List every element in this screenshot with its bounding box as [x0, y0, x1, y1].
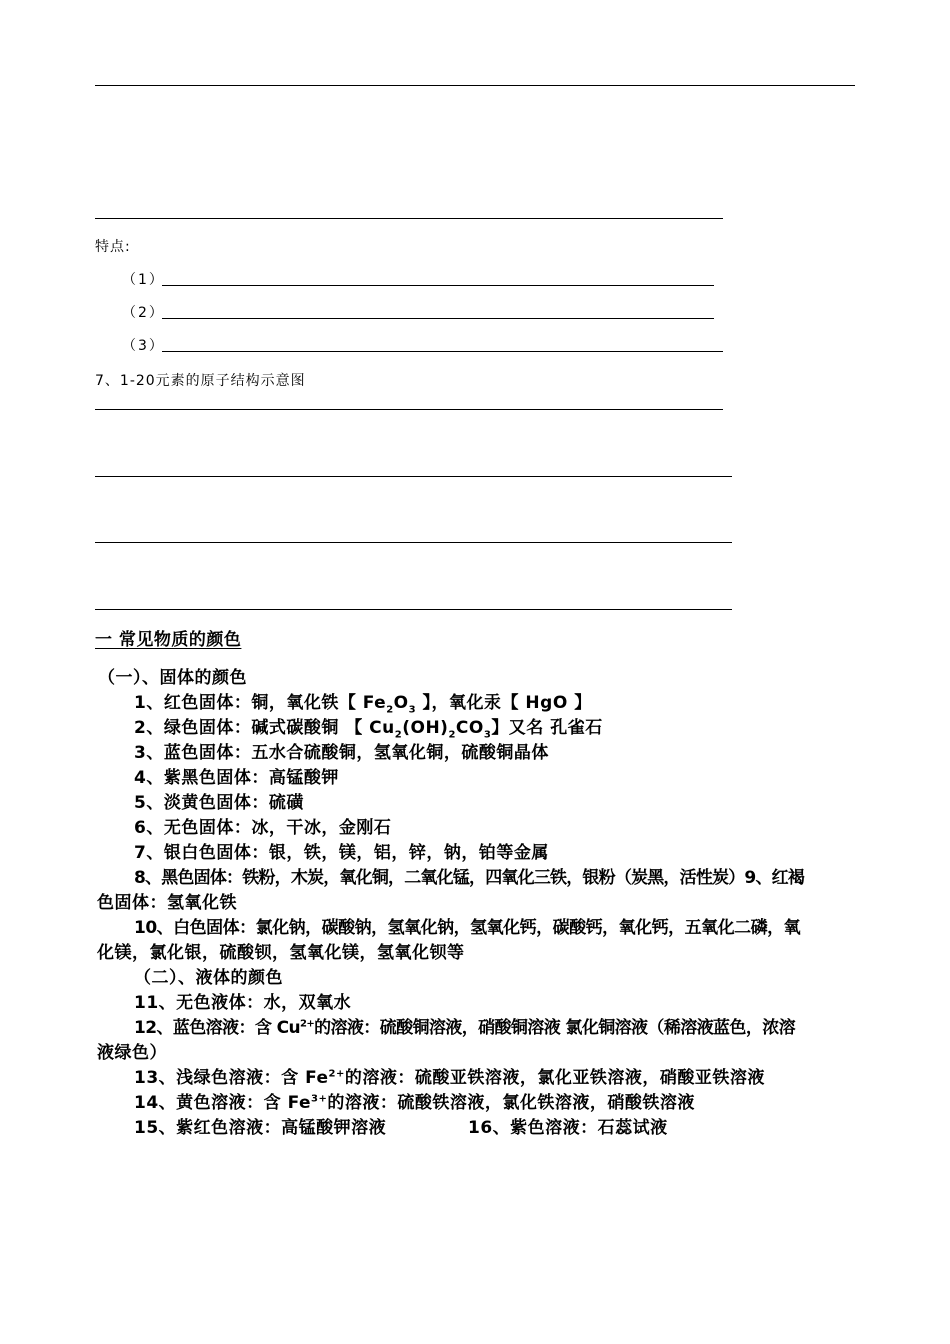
line-11: 11、无色液体：水，双氧水	[134, 993, 352, 1013]
feature-item-2-line	[162, 318, 714, 319]
subheading-liquid: （二）、液体的颜色	[134, 968, 283, 988]
answer-line	[95, 218, 723, 219]
line-4: 4、紫黑色固体：高锰酸钾	[134, 768, 339, 788]
line-15: 15、紫红色溶液：高锰酸钾溶液	[134, 1118, 387, 1138]
line-14: 14、黄色溶液：含 $Fe^{3+}$的溶液：硫酸铁溶液，氯化铁溶液，硝酸铁溶液	[134, 1093, 695, 1113]
diagram-line-1	[95, 409, 723, 410]
line-13: 13、浅绿色溶液：含 $Fe^{2+}$的溶液：硫酸亚铁溶液，氯化亚铁溶液，硝酸亚铁溶液	[134, 1068, 765, 1088]
subheading-solid: （一）、固体的颜色	[98, 668, 247, 688]
diagram-line-3	[95, 542, 732, 543]
diagram-line-2	[95, 476, 732, 477]
line-16: 16、紫色溶液：石蕊试液	[468, 1118, 668, 1138]
line-8b: 色固体：氢氧化铁	[97, 893, 237, 913]
feature-item-2-label: （2）	[122, 305, 165, 321]
line-1: 1、红色固体：铜，氧化铁【 $Fe_2O_3$ 】，氧化汞【 HgO 】	[134, 693, 592, 716]
feature-item-3-label: （3）	[122, 338, 165, 354]
line-7: 7、银白色固体：银，铁，镁，铝，锌，钠，铂等金属	[134, 843, 549, 863]
feature-item-1-line	[162, 285, 714, 286]
feature-item-1-label: （1）	[122, 272, 165, 288]
line-12a: 12、蓝色溶液：含 $Cu^{2+}$的溶液：硫酸铜溶液，硝酸铜溶液 氯化铜溶液（稀溶液蓝色，浓溶	[134, 1018, 796, 1038]
diagram-line-4	[95, 609, 732, 610]
main-heading: 一 常见物质的颜色	[95, 630, 242, 650]
line-10a: 10、白色固体：氯化钠，碳酸钠，氢氧化钠，氢氧化钙，碳酸钙，氧化钙，五氧化二磷，氧	[134, 918, 801, 938]
line-8a: 8、黑色固体：铁粉，木炭，氧化铜，二氧化锰，四氧化三铁，银粉（炭黑，活性炭）9、红褐	[134, 868, 805, 888]
top-rule	[95, 85, 855, 86]
line-5: 5、淡黄色固体：硫磺	[134, 793, 304, 813]
line-10b: 化镁，氯化银，硫酸钡，氢氧化镁，氢氧化钡等	[97, 943, 465, 963]
features-label: 特点:	[95, 239, 131, 255]
section-7-title: 7、1-20元素的原子结构示意图	[95, 373, 306, 389]
line-3: 3、蓝色固体：五水合硫酸铜，氢氧化铜，硫酸铜晶体	[134, 743, 549, 763]
line-12b: 液绿色）	[97, 1043, 167, 1063]
line-2: 2、绿色固体：碱式碳酸铜 【 $Cu_2(OH)_2CO_3$】又名 孔雀石	[134, 718, 603, 741]
feature-item-3-line	[162, 351, 723, 352]
line-6: 6、无色固体：冰，干冰，金刚石	[134, 818, 392, 838]
